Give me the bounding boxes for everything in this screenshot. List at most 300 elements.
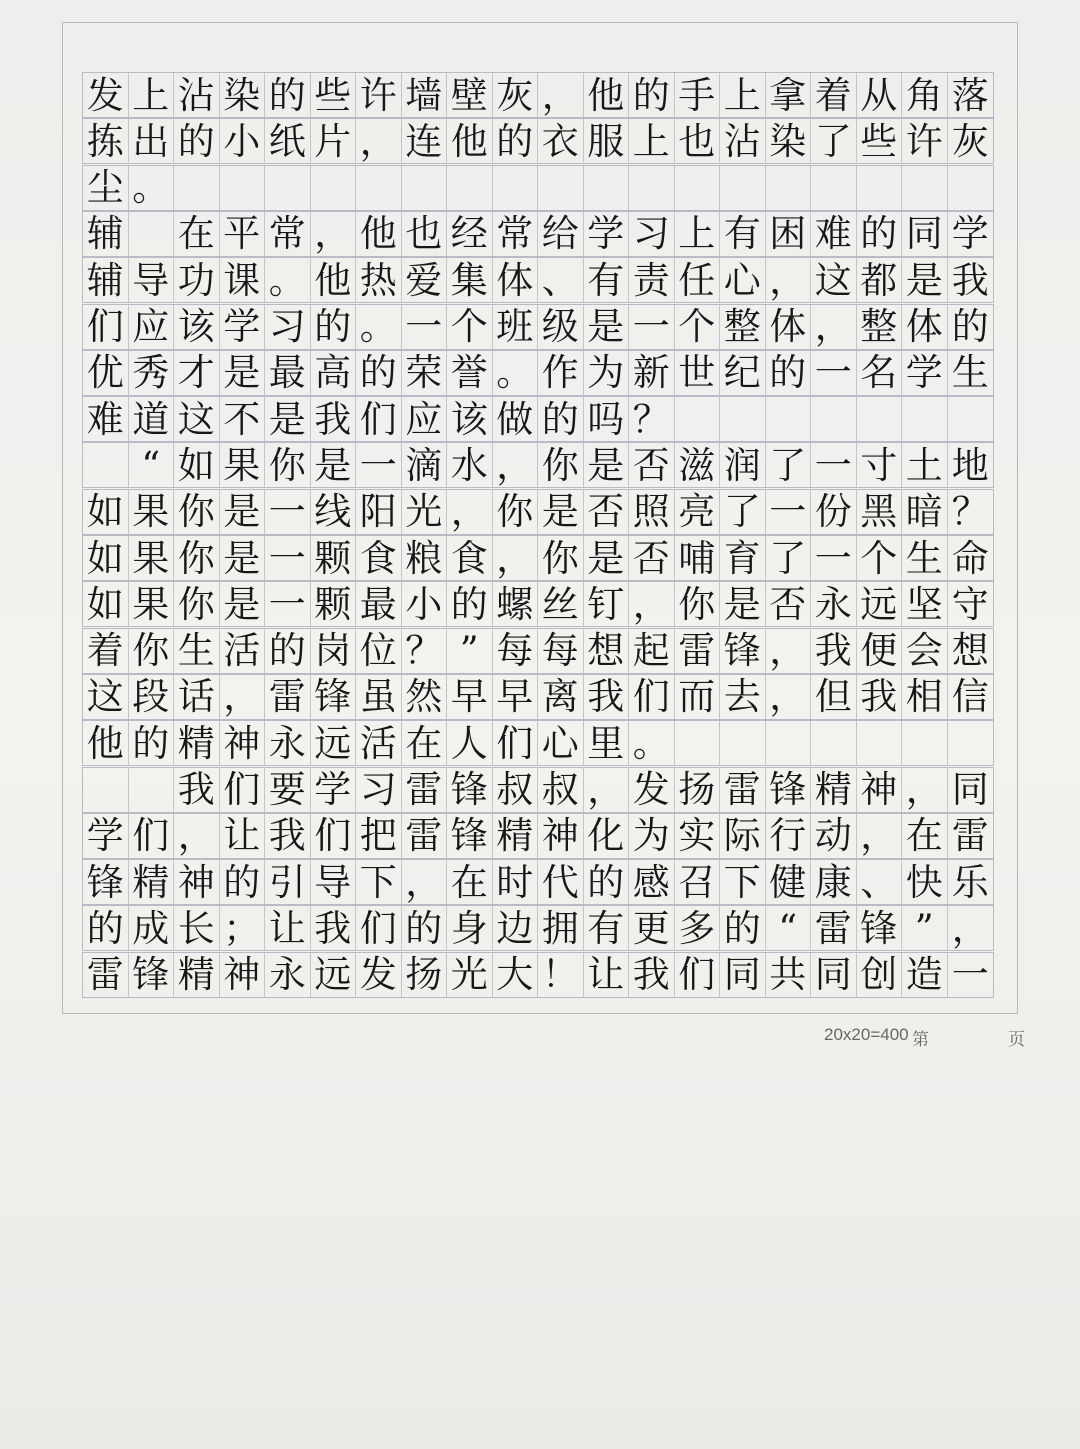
grid-cell: 这 <box>811 258 857 302</box>
grid-cell <box>857 166 903 210</box>
grid-cell: 辅 <box>83 258 129 302</box>
grid-cell: 集 <box>447 258 493 302</box>
grid-cell: 是 <box>720 582 766 626</box>
grid-cell: 爱 <box>402 258 448 302</box>
grid-cell: 是 <box>584 536 630 580</box>
grid-cell: 常 <box>493 212 539 256</box>
grid-cell: 常 <box>265 212 311 256</box>
grid-cell: 做 <box>493 397 539 441</box>
grid-cell: 世 <box>675 351 721 395</box>
grid-cell: 是 <box>220 490 266 534</box>
grid-cell <box>129 768 175 812</box>
grid-cell: 信 <box>951 675 989 719</box>
grid-cell: ， <box>629 582 675 626</box>
grid-cell: 精 <box>811 768 857 812</box>
grid-cell: 责 <box>629 258 675 302</box>
grid-cell: 他 <box>447 119 493 163</box>
grid-cell: 是 <box>902 258 948 302</box>
grid-cell: 给 <box>538 212 584 256</box>
grid-cell: 是 <box>311 443 357 487</box>
grid-cell: 才 <box>174 351 220 395</box>
grid-cell: 个 <box>675 305 721 349</box>
grid-cell: 也 <box>402 212 448 256</box>
grid-cell: 每 <box>538 629 584 673</box>
grid-cell: 否 <box>629 443 675 487</box>
grid-cell: 便 <box>857 629 903 673</box>
manuscript-row <box>82 720 994 766</box>
grid-cell: 乐 <box>951 860 989 904</box>
grid-cell: 学 <box>311 768 357 812</box>
grid-cell: 想 <box>584 629 630 673</box>
grid-cell: 许 <box>356 73 402 117</box>
grid-cell: 我 <box>311 906 357 950</box>
grid-cell: ， <box>493 443 539 487</box>
grid-cell: “ <box>129 443 175 487</box>
grid-cell: 丝 <box>538 582 584 626</box>
grid-cell: 学 <box>584 212 630 256</box>
grid-cell: 的 <box>129 721 175 765</box>
grid-cell: 而 <box>675 675 721 719</box>
grid-cell: 优 <box>83 351 129 395</box>
grid-cell: 引 <box>265 860 311 904</box>
grid-cell: 荣 <box>402 351 448 395</box>
grid-cell: 同 <box>951 768 989 811</box>
grid-cell: 学 <box>902 351 948 395</box>
grid-cell <box>584 166 630 210</box>
grid-cell: 活 <box>356 721 402 765</box>
grid-cell: 。 <box>129 166 175 210</box>
grid-cell: 墙 <box>402 73 448 117</box>
grid-cell: 土 <box>902 443 948 487</box>
grid-cell: 在 <box>447 860 493 904</box>
page-suffix: 页 <box>1008 1030 1025 1049</box>
grid-cell: ， <box>857 814 903 858</box>
grid-cell: 壁 <box>447 73 493 117</box>
grid-cell: 小 <box>402 582 448 626</box>
grid-cell: 也 <box>675 119 721 163</box>
grid-cell: 光 <box>402 490 448 534</box>
grid-cell: 辅 <box>83 212 129 256</box>
grid-cell: 的 <box>83 906 129 950</box>
grid-cell: 否 <box>584 490 630 534</box>
grid-cell: 润 <box>720 443 766 487</box>
grid-cell: 大 <box>493 953 539 997</box>
grid-cell: 困 <box>766 212 812 256</box>
grid-cell <box>766 397 812 441</box>
grid-cell <box>129 212 175 256</box>
grid-cell: 神 <box>538 814 584 858</box>
grid-cell: 雷 <box>951 814 989 858</box>
grid-cell: ” <box>447 629 493 673</box>
grid-cell: 你 <box>493 490 539 534</box>
grid-cell <box>356 166 402 210</box>
grid-cell: 誉 <box>447 351 493 395</box>
grid-cell: 习 <box>356 768 402 812</box>
grid-cell: 服 <box>584 119 630 163</box>
grid-cell: 锋 <box>83 860 129 904</box>
grid-cell: 不 <box>220 397 266 441</box>
grid-cell: 感 <box>629 860 675 904</box>
grid-cell: 导 <box>129 258 175 302</box>
grid-cell: 精 <box>174 721 220 765</box>
grid-cell: 身 <box>447 906 493 950</box>
grid-cell: “ <box>766 906 812 950</box>
grid-cell: 的 <box>493 119 539 163</box>
grid-cell: 上 <box>629 119 675 163</box>
grid-cell: 体 <box>493 258 539 302</box>
grid-cell: 班 <box>493 305 539 349</box>
grid-cell: 的 <box>951 305 989 348</box>
grid-cell: 有 <box>584 258 630 302</box>
grid-size-label: 20x20=400 <box>824 1025 909 1044</box>
grid-cell: 了 <box>766 443 812 487</box>
grid-cell <box>629 166 675 210</box>
grid-cell: 。 <box>265 258 311 302</box>
grid-cell: 雷 <box>83 953 129 997</box>
grid-cell: ， <box>766 629 812 673</box>
grid-cell: 你 <box>174 490 220 534</box>
grid-cell <box>265 166 311 210</box>
grid-cell: 导 <box>311 860 357 904</box>
grid-cell: ， <box>538 73 584 117</box>
grid-cell: 多 <box>675 906 721 950</box>
grid-cell: 永 <box>811 582 857 626</box>
grid-cell: 食 <box>447 536 493 580</box>
manuscript-row <box>82 581 994 627</box>
grid-cell: 同 <box>720 953 766 997</box>
grid-cell: 雷 <box>402 814 448 858</box>
grid-cell: 一 <box>265 536 311 580</box>
grid-cell: 。 <box>356 305 402 349</box>
grid-cell: 然 <box>402 675 448 719</box>
grid-cell: 我 <box>265 814 311 858</box>
grid-cell: 沾 <box>174 73 220 117</box>
grid-cell <box>902 166 948 210</box>
grid-cell <box>402 166 448 210</box>
grid-cell: 高 <box>311 351 357 395</box>
manuscript-row <box>82 304 994 350</box>
grid-cell: 人 <box>447 721 493 765</box>
grid-cell: 更 <box>629 906 675 950</box>
grid-cell: 拿 <box>766 73 812 117</box>
grid-cell: 代 <box>538 860 584 904</box>
grid-cell: 拥 <box>538 906 584 950</box>
grid-cell: 起 <box>629 629 675 673</box>
manuscript-row <box>82 350 994 396</box>
grid-cell: 我 <box>311 397 357 441</box>
grid-cell: 习 <box>265 305 311 349</box>
grid-cell: 每 <box>493 629 539 673</box>
grid-cell: 地 <box>951 443 989 487</box>
grid-cell: 岗 <box>311 629 357 673</box>
grid-cell: 该 <box>174 305 220 349</box>
grid-cell: 锋 <box>447 814 493 858</box>
grid-cell: 远 <box>311 953 357 997</box>
grid-cell: 是 <box>220 351 266 395</box>
grid-cell: 否 <box>766 582 812 626</box>
grid-cell: 锋 <box>129 953 175 997</box>
grid-cell: 叔 <box>493 768 539 812</box>
grid-cell: 衣 <box>538 119 584 163</box>
grid-cell: 神 <box>220 721 266 765</box>
grid-cell: ， <box>811 305 857 349</box>
grid-cell: 神 <box>220 953 266 997</box>
grid-cell: 里 <box>584 721 630 765</box>
grid-cell: 叔 <box>538 768 584 812</box>
grid-cell <box>857 397 903 441</box>
grid-cell: 守 <box>951 582 989 626</box>
grid-cell: 快 <box>902 860 948 904</box>
grid-cell <box>811 166 857 210</box>
grid-cell: 了 <box>811 119 857 163</box>
grid-cell: 级 <box>538 305 584 349</box>
grid-cell: 发 <box>356 953 402 997</box>
grid-cell: 健 <box>766 860 812 904</box>
grid-cell: 我 <box>857 675 903 719</box>
grid-cell <box>766 166 812 210</box>
grid-cell: 果 <box>129 582 175 626</box>
page-footer <box>0 1025 1080 1055</box>
grid-cell: 实 <box>675 814 721 858</box>
grid-cell: 们 <box>83 305 129 349</box>
grid-cell: 康 <box>811 860 857 904</box>
manuscript-row <box>82 396 994 442</box>
grid-cell: 果 <box>220 443 266 487</box>
grid-cell: 下 <box>356 860 402 904</box>
grid-cell: 的 <box>629 73 675 117</box>
grid-cell <box>675 397 721 441</box>
grid-cell: 如 <box>174 443 220 487</box>
grid-cell: 们 <box>220 768 266 812</box>
grid-cell: 育 <box>720 536 766 580</box>
grid-cell: 成 <box>129 906 175 950</box>
grid-cell: 上 <box>675 212 721 256</box>
grid-cell: ， <box>356 119 402 163</box>
grid-cell: 着 <box>811 73 857 117</box>
manuscript-row <box>82 905 994 951</box>
grid-cell: 们 <box>129 814 175 858</box>
grid-cell: 雷 <box>675 629 721 673</box>
grid-cell: 难 <box>83 397 129 441</box>
grid-cell: 沾 <box>720 119 766 163</box>
grid-cell: 精 <box>174 953 220 997</box>
grid-cell <box>83 768 129 812</box>
grid-cell: ！ <box>538 953 584 997</box>
grid-cell: 锋 <box>766 768 812 812</box>
grid-cell: 他 <box>311 258 357 302</box>
grid-cell <box>311 166 357 210</box>
grid-cell: 是 <box>220 536 266 580</box>
grid-cell: 一 <box>951 953 989 997</box>
grid-cell: 他 <box>584 73 630 117</box>
grid-cell: 阳 <box>356 490 402 534</box>
grid-cell: 他 <box>356 212 402 256</box>
grid-cell: ？ <box>951 490 989 534</box>
grid-cell: 锋 <box>857 906 903 950</box>
grid-cell: ， <box>766 258 812 302</box>
grid-cell: 角 <box>902 73 948 117</box>
grid-cell: 整 <box>857 305 903 349</box>
grid-cell: 同 <box>811 953 857 997</box>
grid-cell <box>948 166 994 210</box>
grid-cell: 们 <box>675 953 721 997</box>
grid-cell: 一 <box>629 305 675 349</box>
grid-cell: 名 <box>857 351 903 395</box>
grid-cell: 功 <box>174 258 220 302</box>
grid-cell <box>766 721 812 765</box>
grid-cell: 的 <box>265 73 311 117</box>
grid-cell: 远 <box>857 582 903 626</box>
grid-cell: 们 <box>629 675 675 719</box>
grid-cell: 染 <box>766 119 812 163</box>
grid-cell: 远 <box>311 721 357 765</box>
grid-cell: 粮 <box>402 536 448 580</box>
grid-cell: 果 <box>129 536 175 580</box>
grid-cell: 的 <box>857 212 903 256</box>
grid-cell: 有 <box>720 212 766 256</box>
grid-cell: 想 <box>951 629 989 673</box>
grid-cell: 是 <box>538 490 584 534</box>
grid-cell: 染 <box>220 73 266 117</box>
grid-cell: 创 <box>857 953 903 997</box>
grid-cell: 果 <box>129 490 175 534</box>
grid-cell: 际 <box>720 814 766 858</box>
grid-cell: 、 <box>538 258 584 302</box>
grid-cell: 暗 <box>902 490 948 534</box>
grid-cell: 寸 <box>857 443 903 487</box>
grid-cell: 的 <box>356 351 402 395</box>
grid-cell: 雷 <box>811 906 857 950</box>
grid-cell: 是 <box>265 397 311 441</box>
grid-cell: 体 <box>902 305 948 349</box>
grid-cell: 黑 <box>857 490 903 534</box>
grid-cell: 、 <box>857 860 903 904</box>
grid-cell: 颗 <box>311 536 357 580</box>
grid-cell: ， <box>220 675 266 719</box>
grid-cell: 扬 <box>675 768 721 812</box>
grid-cell: ； <box>220 906 266 950</box>
grid-cell: 一 <box>265 582 311 626</box>
manuscript-row <box>82 72 994 118</box>
grid-cell: 行 <box>766 814 812 858</box>
grid-cell <box>811 397 857 441</box>
grid-cell: 纪 <box>720 351 766 395</box>
grid-cell: 话 <box>174 675 220 719</box>
grid-cell: 照 <box>629 490 675 534</box>
grid-cell: 如 <box>83 536 129 580</box>
grid-cell: 热 <box>356 258 402 302</box>
grid-cell: 是 <box>584 443 630 487</box>
grid-cell: 难 <box>811 212 857 256</box>
grid-cell: 吗 <box>584 397 630 441</box>
grid-cell: 一 <box>811 443 857 487</box>
grid-cell: 应 <box>402 397 448 441</box>
grid-cell <box>83 443 129 487</box>
grid-cell: 片 <box>311 119 357 163</box>
grid-cell: 让 <box>584 953 630 997</box>
grid-cell: 颗 <box>311 582 357 626</box>
grid-cell: 拣 <box>83 119 129 163</box>
manuscript-row <box>82 952 994 998</box>
grid-cell: 的 <box>220 860 266 904</box>
grid-cell: 化 <box>584 814 630 858</box>
grid-cell <box>948 397 994 441</box>
grid-cell <box>902 721 948 765</box>
grid-cell: ， <box>584 768 630 812</box>
grid-cell: 锋 <box>311 675 357 719</box>
grid-cell: 灰 <box>951 119 989 163</box>
grid-cell: 心 <box>538 721 584 765</box>
grid-cell <box>538 166 584 210</box>
grid-cell: 的 <box>538 397 584 441</box>
grid-cell <box>675 721 721 765</box>
grid-cell: 体 <box>766 305 812 349</box>
grid-cell: 都 <box>857 258 903 302</box>
grid-cell <box>720 721 766 765</box>
grid-cell: 早 <box>447 675 493 719</box>
grid-cell: 我 <box>584 675 630 719</box>
grid-cell: ， <box>766 675 812 719</box>
grid-cell: 的 <box>311 305 357 349</box>
grid-cell: 是 <box>220 582 266 626</box>
grid-cell: 我 <box>174 768 220 812</box>
grid-cell: 线 <box>311 490 357 534</box>
grid-cell: 精 <box>493 814 539 858</box>
grid-cell: 下 <box>720 860 766 904</box>
grid-cell <box>857 721 903 765</box>
grid-cell: 生 <box>951 351 989 395</box>
grid-cell <box>720 166 766 210</box>
grid-cell: 共 <box>766 953 812 997</box>
grid-cell: 学 <box>220 305 266 349</box>
grid-cell: 应 <box>129 305 175 349</box>
grid-cell: 螺 <box>493 582 539 626</box>
manuscript-row <box>82 628 994 674</box>
grid-cell: 他 <box>83 721 129 765</box>
grid-cell: 离 <box>538 675 584 719</box>
grid-cell: 着 <box>83 629 129 673</box>
grid-cell: ， <box>311 212 357 256</box>
grid-cell: 水 <box>447 443 493 487</box>
grid-cell: ， <box>902 768 948 812</box>
grid-cell: 把 <box>356 814 402 858</box>
grid-cell: 从 <box>857 73 903 117</box>
grid-cell: 如 <box>83 490 129 534</box>
grid-cell: 一 <box>356 443 402 487</box>
grid-cell: 经 <box>447 212 493 256</box>
grid-cell: 你 <box>265 443 311 487</box>
grid-cell: 发 <box>83 73 129 117</box>
grid-cell: 为 <box>584 351 630 395</box>
grid-cell: 的 <box>766 351 812 395</box>
grid-cell: 一 <box>766 490 812 534</box>
grid-cell: 一 <box>811 536 857 580</box>
grid-cell: 锋 <box>447 768 493 812</box>
grid-cell: 许 <box>902 119 948 163</box>
grid-cell: 雷 <box>265 675 311 719</box>
grid-cell: 永 <box>265 953 311 997</box>
grid-cell <box>675 166 721 210</box>
grid-cell: 会 <box>902 629 948 673</box>
grid-cell: 滴 <box>402 443 448 487</box>
grid-cell: 让 <box>265 906 311 950</box>
grid-cell: 尘 <box>83 166 129 210</box>
grid-cell: 坚 <box>902 582 948 626</box>
grid-cell: ” <box>902 906 948 950</box>
grid-cell: 些 <box>311 73 357 117</box>
grid-cell: 。 <box>629 721 675 765</box>
grid-cell: 时 <box>493 860 539 904</box>
